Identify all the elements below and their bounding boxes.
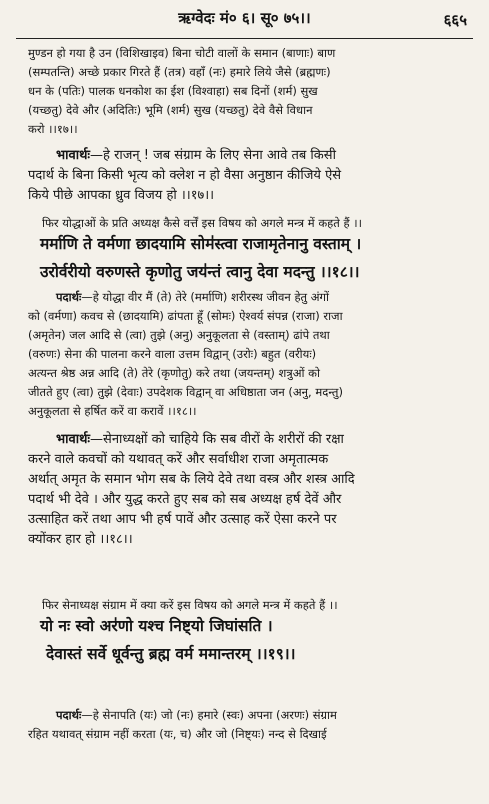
mantra-line: यो नः स्वो अर॑णो यश्च निष्ट्यो जिघांसति । xyxy=(40,616,273,635)
text-line: करने वाले कवचों को यथावत् करें और सर्वाधीश राजा अमृतात्मक xyxy=(28,452,329,467)
text-line: पदार्थः—हे योद्धा वीर मैं (ते) तेरे (मर्माणि) शरीरस्थ जीवन हेतु अंगों xyxy=(56,290,329,304)
page-header xyxy=(0,8,489,34)
mantra-19 xyxy=(40,612,470,668)
text-line: को (वर्मणा) कवच से (छादयामि) ढांपता हूँ (सोमः) ऐश्वर्य संपन्न (राजा) राजा xyxy=(28,309,343,323)
text-line: (यच्छतु) देवे और (अदितिः) भूमि (शर्म) सुख (यच्छतु) देवे वैसे विधान xyxy=(28,103,313,117)
text-line: रहित यथावत् संग्राम नहीं करता (यः, च) और जो (निष्ट्यः) नन्द से दिखाई xyxy=(28,727,327,741)
text-line: पदार्थ भी देवे । और युद्ध करते हुए सब को सब अध्यक्ष हर्ष देवें और xyxy=(28,492,342,507)
mantra-line: मर्माणि ते वर्मणा छादयामि सोम॑स्त्वा राजामृतेनानु वस्ताम् । xyxy=(40,234,362,253)
text-line: अर्थात् अमृत के समान भोग सब के लिये देवे तथा वस्त्र और शस्त्र आदि xyxy=(28,472,355,487)
text-line: अनुकूलता से हर्षित करें वा करावें ।।१८।। xyxy=(28,404,197,418)
text-line: उत्साहित करें तथा आप भी हर्ष पावें और उत्साह करें ऐसा करने पर xyxy=(28,512,337,527)
mantra-intro-19: फिर सेनाध्यक्ष संग्राम में क्या करें इस विषय को अगले मन्त्र में कहते हैं ।। xyxy=(42,598,338,612)
mantra-line: देवास्तं सर्वे धूर्वन्तु ब्रह्म वर्म ममान्तरम् ।।१९।। xyxy=(46,644,296,663)
bhavartha-label: भावार्थः xyxy=(56,148,91,163)
text-line: क्योंकर हार हो ।।१८।। xyxy=(28,532,133,547)
bhavartha-17 xyxy=(28,146,468,206)
text-line: पदार्थ के बिना किसी भृत्य को क्लेश न हो वैसा अनुष्ठान कीजिये ऐसे xyxy=(28,168,342,183)
header-rule xyxy=(16,38,473,39)
page-number: ६६५ xyxy=(443,11,467,29)
text-line: करो ।।१७।। xyxy=(28,122,78,136)
text-line: अत्यन्त श्रेष्ठ अन्न आदि (ते) तेरे (कृणोतु) करे तथा (जयन्तम्) शत्रुओं को xyxy=(28,366,320,380)
padartha-label: पदार्थः xyxy=(56,290,82,304)
text-line: पदार्थः—हे सेनापति (यः) जो (नः) हमारे (स्वः) अपना (अरणः) संग्राम xyxy=(56,708,337,722)
mantra-18 xyxy=(40,230,470,286)
text-line: धन के (पतिः) पालक धनकोश का ईश (विश्वाहा) सब दिनों (शर्म) सुख xyxy=(28,84,318,98)
running-head: ऋग्वेदः मं० ६। सू० ७५।। xyxy=(178,9,311,27)
text-line: भावार्थः—हे राजन् ! जब संग्राम के लिए सेना आवे तब किसी xyxy=(56,148,336,163)
text-line: (अमृतेन) जल आदि से (त्वा) तुझे (अनु) अनुकूलता से (वस्ताम्) ढांपे तथा xyxy=(28,328,330,342)
padartha-label: पदार्थः xyxy=(56,708,82,722)
bhavartha-18 xyxy=(28,430,468,550)
text-line: मुण्डन हो गया है उन (विशिखाइव) बिना चोटी वालों के समान (बाणाः) बाण xyxy=(28,46,336,60)
text-line: (वरुणः) सेना की पालना करने वाला उत्तम विद्वान् (उरोः) बहुत (वरीयः) xyxy=(28,347,317,361)
text-line: किये पीछे आपका ध्रुव विजय हो ।।१७।। xyxy=(28,188,215,203)
padartha-19 xyxy=(28,706,468,744)
mantra-intro-18: फिर योद्धाओं के प्रति अध्यक्ष कैसे वर्त्तें इस विषय को अगले मन्त्र में कहते हैं ।। xyxy=(42,216,362,230)
mantra-line: उरोर्वरीयो वरुणस्ते कृणोतु जय॑न्तं त्वानु देवा मदन्तु ।।१८।। xyxy=(40,262,360,281)
padartha-18 xyxy=(28,288,468,421)
text-line: जीतते हुए (त्वा) तुझे (देवाः) उपदेशक विद्वान् वा अधिष्ठाता जन (अनु, मदन्तु) xyxy=(28,385,343,399)
text-line: (सम्पतन्ति) अच्छे प्रकार गिरते हैं (तत्र) वहाँ (नः) हमारे लिये जैसे (ब्रह्मणः) xyxy=(28,65,331,79)
pad-17-continuation xyxy=(28,44,468,139)
text-line: भावार्थः—सेनाध्यक्षों को चाहिये कि सब वीरों के शरीरों की रक्षा xyxy=(56,432,344,447)
bhavartha-label: भावार्थः xyxy=(56,432,91,447)
